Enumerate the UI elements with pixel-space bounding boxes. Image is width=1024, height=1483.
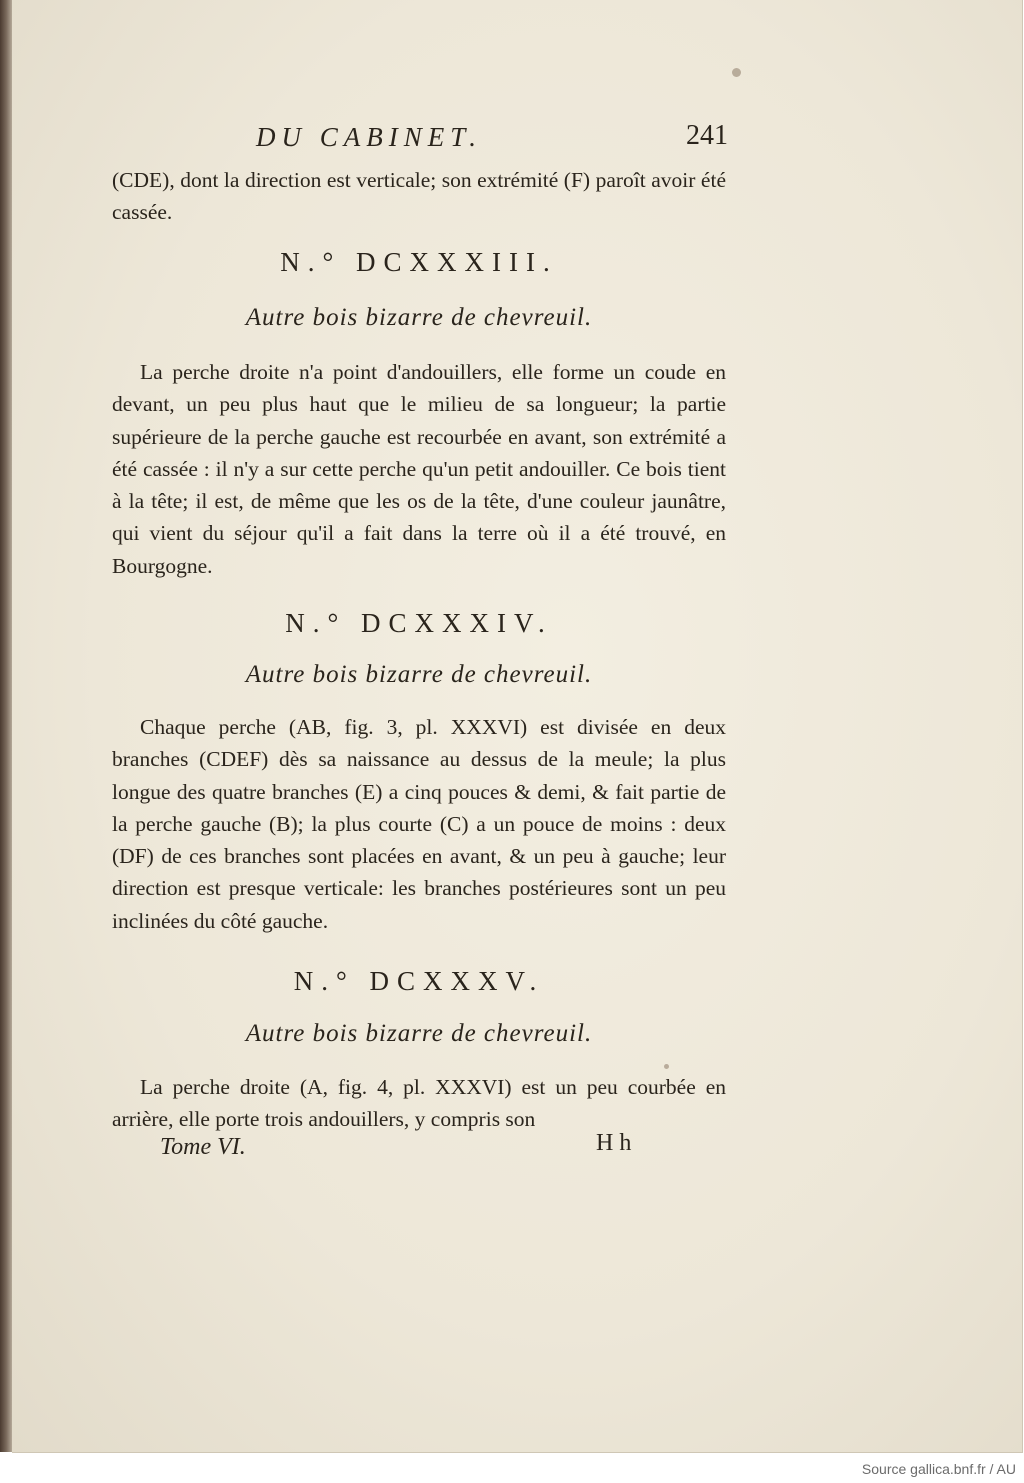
foxing-spot	[664, 1064, 669, 1069]
entry-text: La perche droite (A, fig. 4, pl. XXXVI) est un peu courbée en arrière, elle porte trois andouillers, y compris son	[112, 1075, 726, 1132]
page-header	[256, 122, 728, 162]
entry-number: N.° DCXXXV.	[293, 966, 545, 996]
entry-title: Autre bois bizarre de chevreuil.	[245, 304, 593, 331]
foxing-spot	[732, 68, 741, 77]
continuation-text: (CDE), dont la direction est verticale; son extrémité (F) paroît avoir été cassée.	[112, 168, 726, 224]
running-title: DU CABINET.	[256, 122, 482, 152]
source-credit: Source gallica.bnf.fr / AU	[861, 1461, 1016, 1477]
entry-text: La perche droite n'a point d'andouillers, elle forme un coude en devant, un peu plus haut que le milieu de sa longueur; la partie supérieure de la perche gauche est recourbée en avant, son extrémité a été cassée : il n'y a sur cette perche qu'un petit andouiller. Ce bois tient à la tête; il est, de même que les os de la tête, d'une couleur jaunâtre, qui vient du séjour qu'il a fait dans la terre où il a été trouvé, en Bourgogne.	[112, 360, 726, 578]
signature-mark: H h	[596, 1130, 632, 1156]
entry-title: Autre bois bizarre de chevreuil.	[245, 1020, 593, 1047]
entry-number: N.° DCXXXIV.	[285, 608, 553, 638]
entry-number: N.° DCXXXIII.	[280, 247, 558, 277]
entry-text: Chaque perche (AB, fig. 3, pl. XXXVI) est divisée en deux branches (CDEF) dès sa naissance au dessus de la meule; la plus longue des quatre branches (E) a cinq pouces & demi, & fait partie de la perche gauche (B); la plus courte (C) a un pouce de moins : deux (DF) de ces branches sont placées en avant, & un peu à gauche; leur direction est presque verticale: les branches postérieures sont un peu inclinées du côté gauche.	[112, 715, 726, 933]
page-number: 241	[686, 120, 728, 151]
entry-title: Autre bois bizarre de chevreuil.	[245, 661, 593, 688]
volume-label: Tome VI.	[160, 1134, 246, 1160]
